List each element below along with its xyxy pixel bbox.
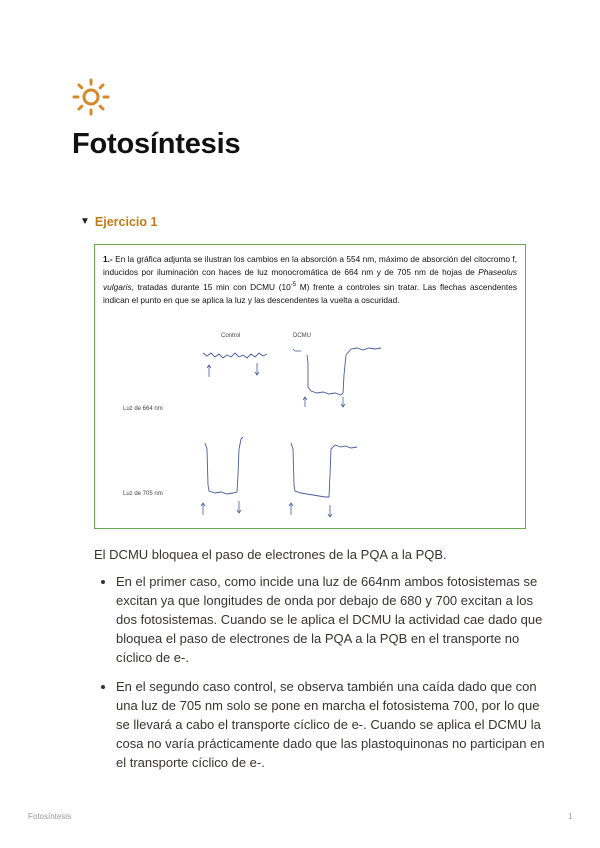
list-item: • En el primer caso, como incide una luz de 664nm ambos fotosistemas se excitan ya que longitudes de onda por debajo de 680 y 700 excitan a los dos fotosistemas. Cuando se le aplica el DCMU la actividad cae dado que bloquea el paso de electrones de la PQA a la PQB en el transporte no cíclico de e-. [116,572,556,667]
arrows-control-705 [201,501,241,515]
exercise-figure [94,244,526,529]
toggle-ejercicio-1[interactable] [80,215,157,229]
trace-dcmu-705 [291,443,357,497]
trace-control-664 [203,353,267,358]
figure-text-a: En la gráfica adjunta se ilustran los cambios en la absorción a 554 nm, máximo de absorción del citocromo f, inducidos por iluminación con haces de luz monocromática de 664 nm y de 705 nm de hojas de [103,254,517,278]
species-name: Phaseolus vulgaris [103,267,517,293]
explanation-list [94,572,556,782]
row-label-705: Luz de 705 nm [123,491,163,497]
concentration-exponent: -5 [290,282,297,289]
arrows-control-664 [207,363,259,377]
figure-text-c: M) frente a controles sin tratar. Las flechas ascendentes indican el punto en que se aplica la luz y las descendentes la vuelta a oscuridad. [103,282,517,306]
figure-number: 1.- [103,254,113,264]
toggle-label: Ejercicio 1 [94,215,158,229]
figure-text-b: , tratadas durante 15 min con DCMU (10 [131,282,291,293]
row-label-664: Luz de 664 nm [123,406,163,412]
arrows-dcmu-705 [289,503,332,517]
page-title: Fotosíntesis [72,128,241,160]
column-label-control: Control [221,333,241,339]
intro-paragraph: El DCMU bloquea el paso de electrones de la PQA a la PQB. [94,547,447,562]
figure-caption [103,253,517,308]
trace-dcmu-664 [307,348,381,395]
sun-icon [72,78,110,116]
page-number: 1 [568,812,573,821]
list-item: • En el segundo caso control, se observa también una caída dado que con una luz de 705 nm solo se pone en marcha el fotosistema 700, por lo que se llevará a cabo el transporte cíclico de e-. Cuando se aplica el DCMU la cosa no varía prácticamente dado que las plastoquinonas no participan en el transporte cíclico de e-. [116,677,556,772]
column-label-dcmu: DCMU [293,333,311,339]
trace-control-705 [205,437,243,494]
absorbance-traces-graphic [95,315,527,527]
arrows-dcmu-664 [293,349,345,407]
footer-title: Fotosíntesis [28,812,72,821]
triangle-down-icon: ▼ [80,216,90,227]
